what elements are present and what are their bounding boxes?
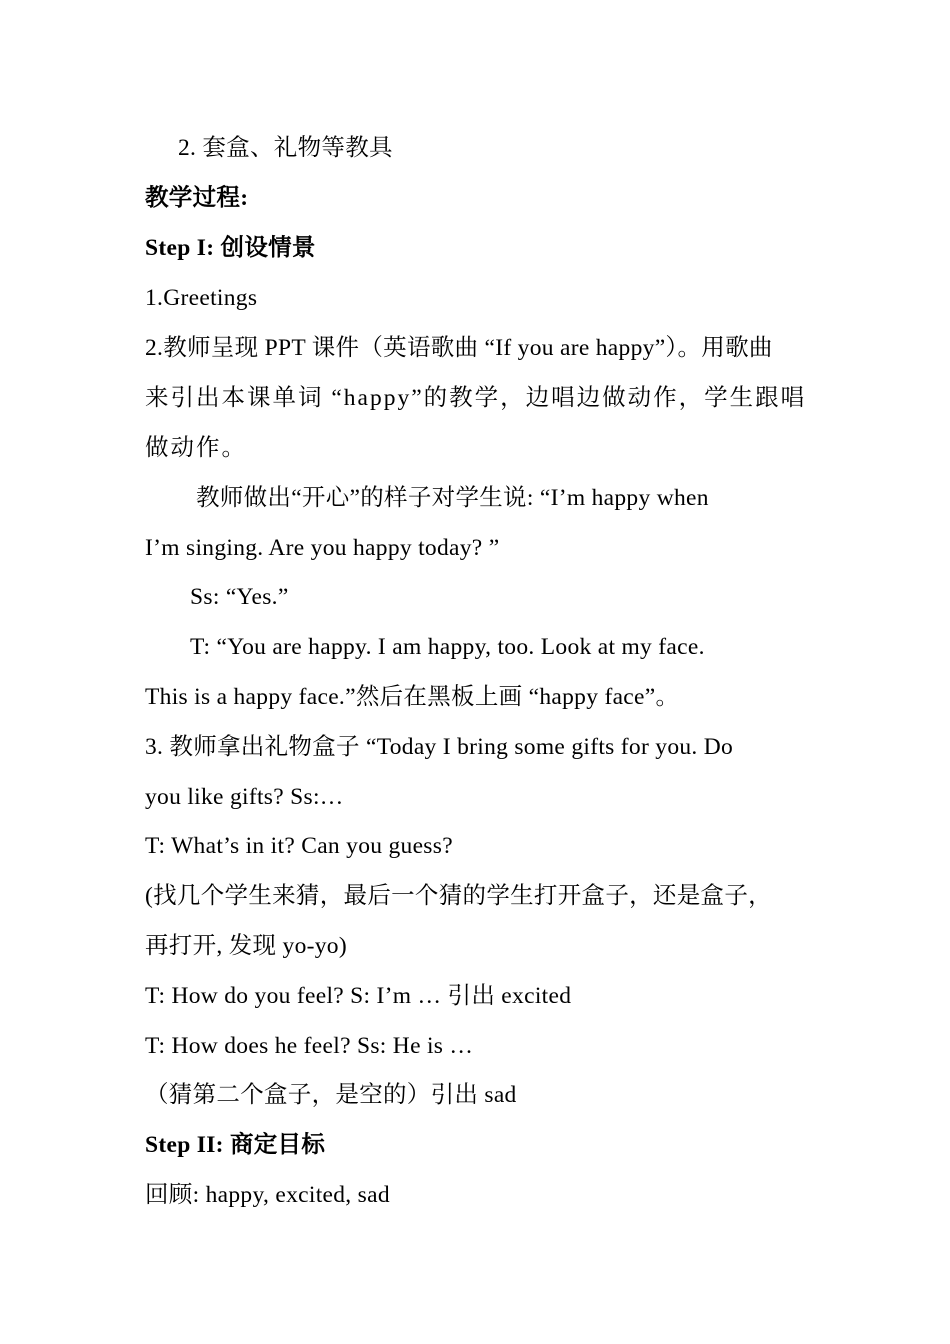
paragraph-line: 教师做出“开心”的样子对学生说: “I’m happy when [196, 485, 709, 511]
teaching-process-heading: 教学过程: [145, 185, 249, 211]
paragraph-line: (找几个学生来猜，最后一个猜的学生打开盒子，还是盒子， [145, 883, 772, 909]
paragraph-line: 再打开, 发现 yo-yo) [145, 933, 347, 959]
paragraph-line: 做动作。 [145, 435, 247, 461]
paragraph-line: 来引出本课单词 “happy”的教学，边唱边做动作，学生跟唱 [145, 385, 807, 411]
paragraph-line: you like gifts? Ss:… [145, 784, 344, 810]
step-2-heading: Step II: 商定目标 [145, 1132, 326, 1158]
dialogue-line: T: How do you feel? S: I’m … 引出 excited [145, 983, 572, 1009]
review-line: 回顾: happy, excited, sad [145, 1182, 390, 1208]
greetings-line: 1.Greetings [145, 285, 258, 311]
teaching-aids-item: 2. 套盒、礼物等教具 [178, 135, 393, 161]
dialogue-line: Ss: “Yes.” [190, 584, 289, 610]
paragraph-line: （猜第二个盒子，是空的）引出 sad [145, 1082, 517, 1108]
paragraph-line: This is a happy face.”然后在黑板上画 “happy face”。 [145, 684, 680, 710]
step-1-heading: Step I: 创设情景 [145, 235, 316, 261]
paragraph-line: 3. 教师拿出礼物盒子 “Today I bring some gifts for you. Do [145, 734, 734, 760]
dialogue-line: T: “You are happy. I am happy, too. Look at my face. [190, 634, 705, 660]
dialogue-line: T: How does he feel? Ss: He is … [145, 1033, 474, 1059]
paragraph-line: 2.教师呈现 PPT 课件（英语歌曲 “If you are happy”）。用歌曲 [145, 335, 773, 361]
paragraph-line: I’m singing. Are you happy today? ” [145, 535, 500, 561]
dialogue-line: T: What’s in it? Can you guess? [145, 833, 453, 859]
